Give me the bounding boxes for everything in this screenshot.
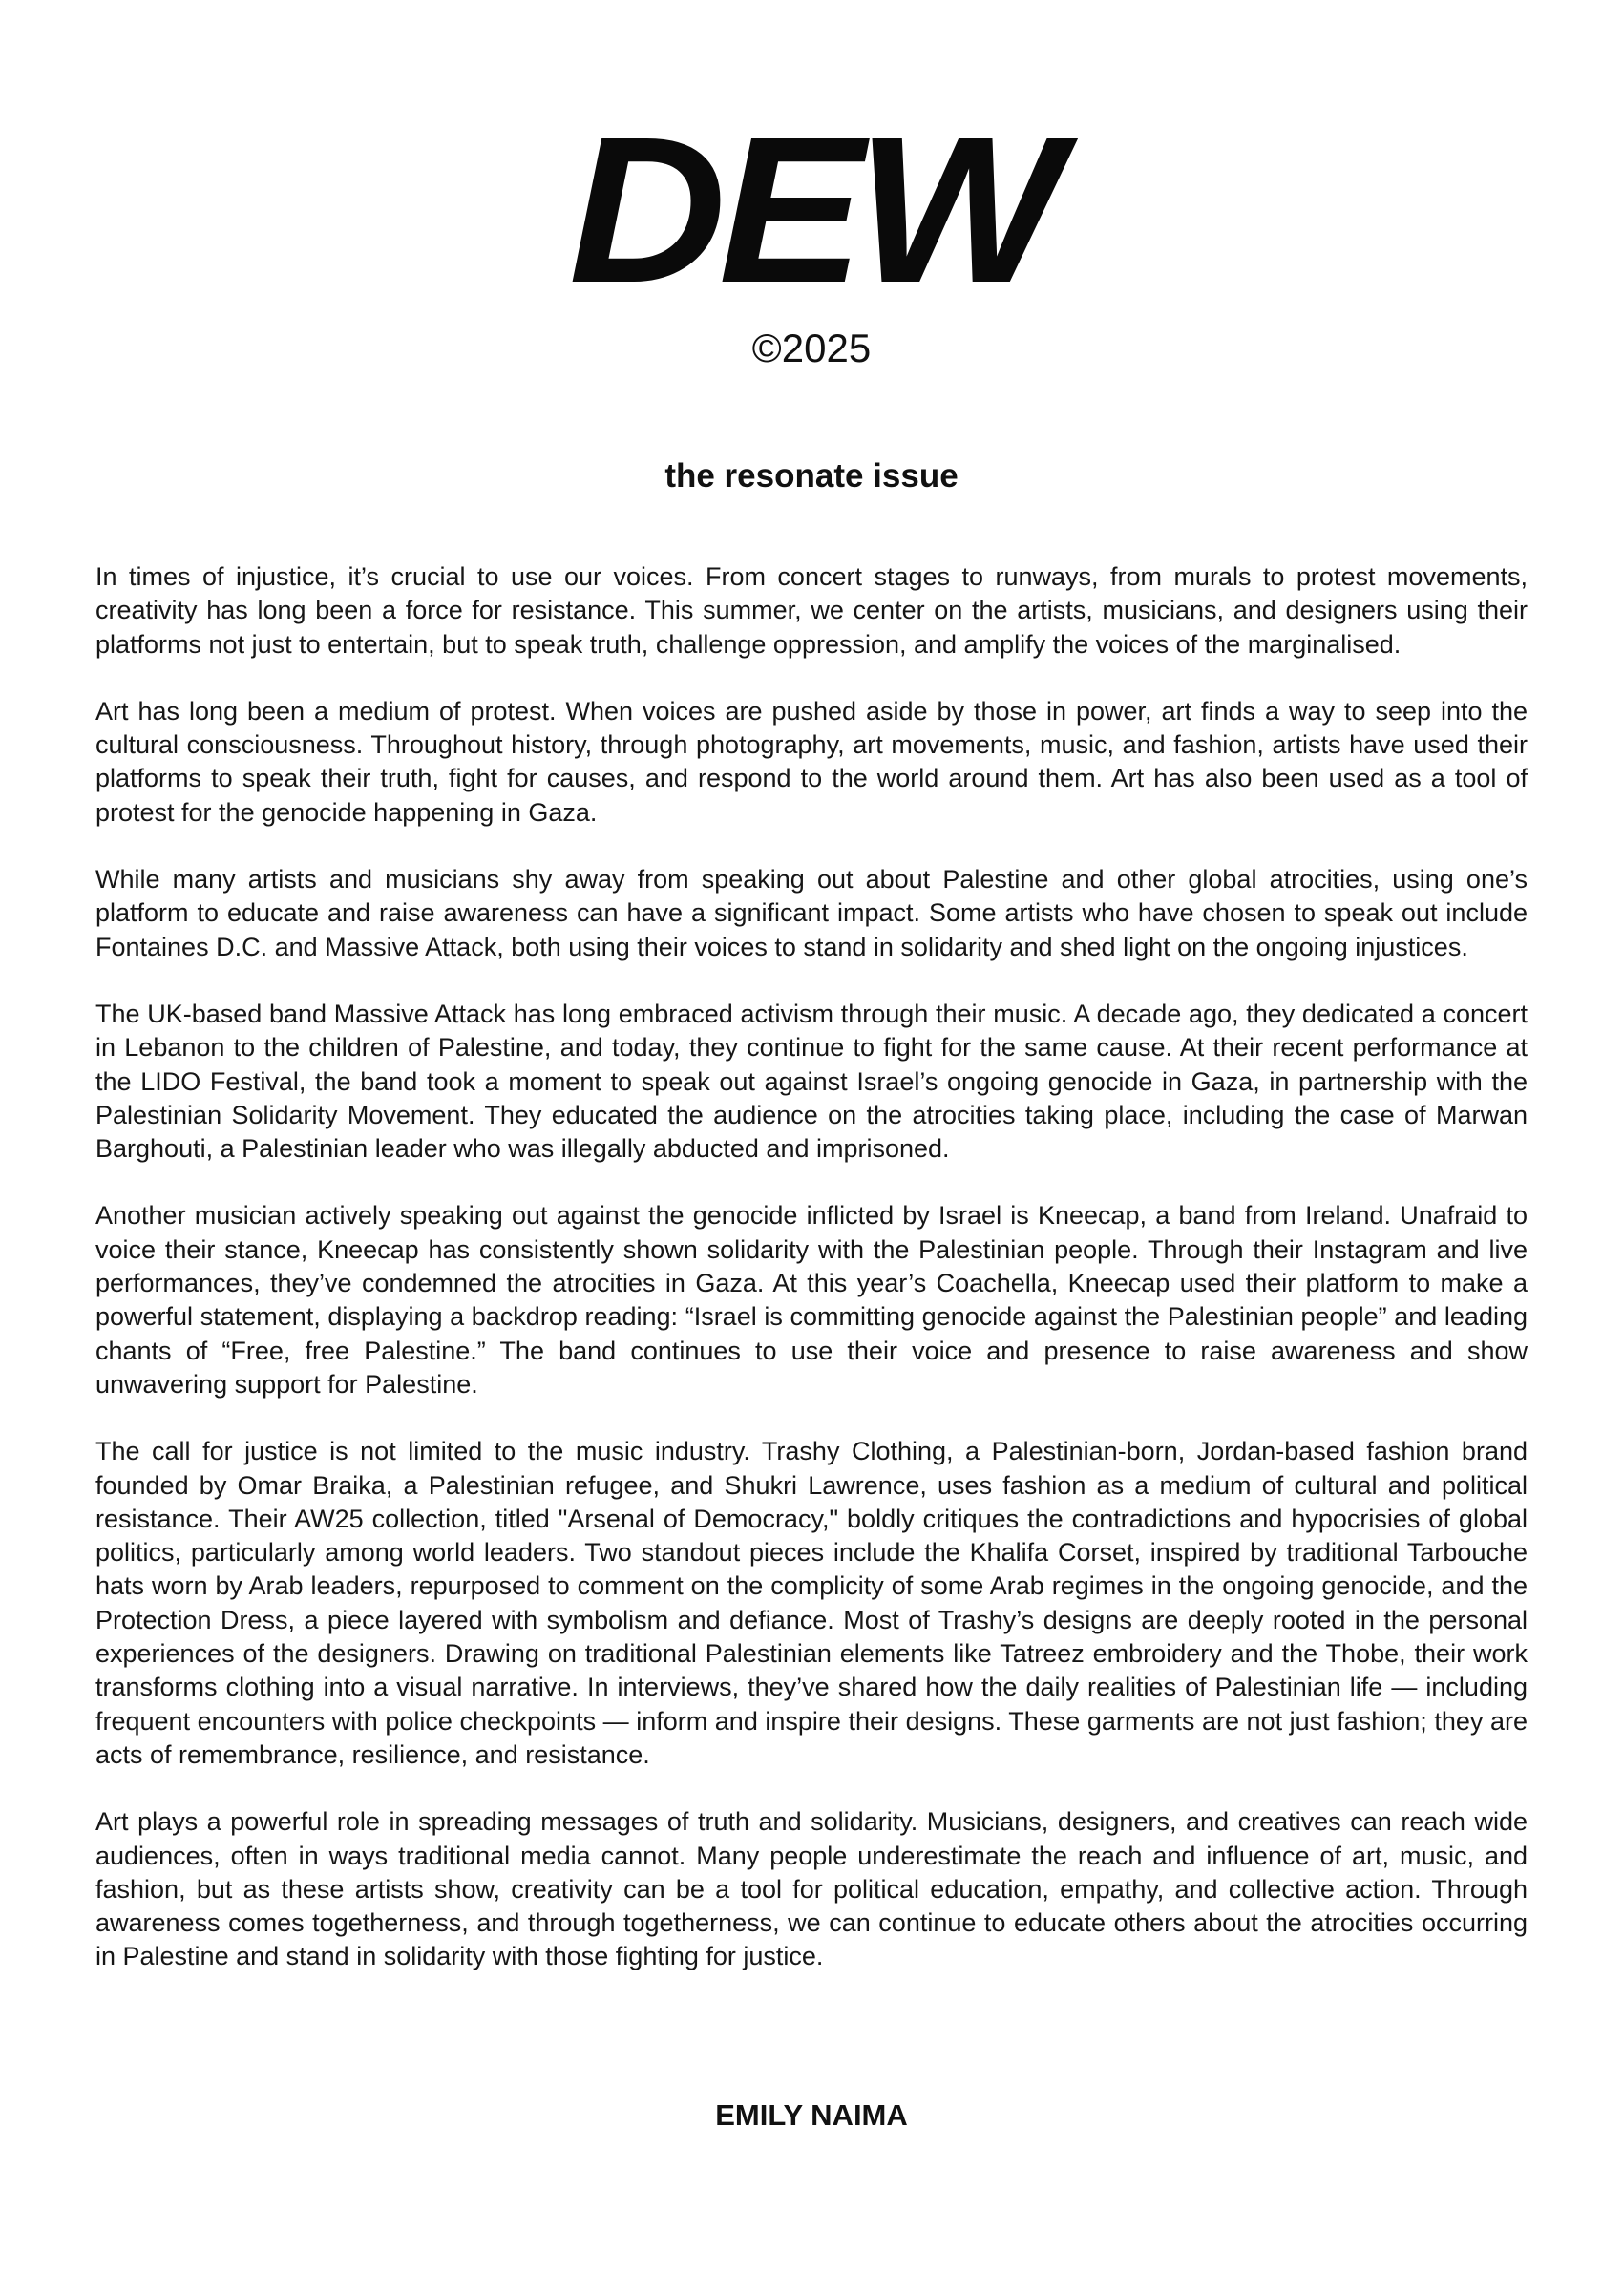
paragraph-1: In times of injustice, it’s crucial to use our voices. From concert stages to runways, from murals to protest movements, creativity has long been a force for resistance. This summer, we center on the artists, musicians, and designers using their platforms not just to entertain, but to speak truth, challenge oppression, and amplify the voices of the marginalised. — [95, 562, 1528, 659]
issue-title: the resonate issue — [664, 457, 959, 495]
paragraph-7: Art plays a powerful role in spreading messages of truth and solidarity. Musicians, designers, and creatives can reach wide audiences, often in ways traditional media cannot. Many people underestimate the reach and influence of art, music, and fashion, but as these artists show, creativity can be a tool for political education, empathy, and collective action. Through awareness comes togetherness, and through togetherness, we can continue to educate others about the atrocities occurring in Palestine and stand in solidarity with those fighting for justice. — [95, 1807, 1528, 1971]
copyright-notice: ©2025 — [751, 326, 872, 370]
paragraph-5: Another musician actively speaking out against the genocide inflicted by Israel is Kneecap, a band from Ireland. Unafraid to voice their stance, Kneecap has consistently shown solidarity with the Palestinian people. Through their Instagram and live performances, they’ve condemned the atrocities in Gaza. At this year’s Coachella, Kneecap used their platform to make a powerful statement, displaying a backdrop reading: “Israel is committing genocide against the Palestinian people” and leading chants of “Free, free Palestine.” The band continues to use their voice and presence to raise awareness and show unwavering support for Palestine. — [95, 1201, 1528, 1399]
author-byline: EMILY NAIMA — [715, 2098, 908, 2132]
dew-logo: DEW — [568, 95, 1055, 326]
paragraph-3: While many artists and musicians shy away from speaking out about Palestine and other global atrocities, using one’s platform to educate and raise awareness can have a significant impact. Some artists who have chosen to speak out include Fontaines D.C. and Massive Attack, both using their voices to stand in solidarity and shed light on the ongoing injustices. — [95, 865, 1528, 961]
paragraph-6: The call for justice is not limited to the music industry. Trashy Clothing, a Palestinian-born, Jordan-based fashion brand founded by Omar Braika, a Palestinian refugee, and Shukri Lawrence, uses fashion as a medium of cultural and political resistance. Their AW25 collection, titled "Arsenal of Democracy," boldly critiques the contradictions and hypocrisies of global politics, particularly among world leaders. Two standout pieces include the Khalifa Corset, inspired by traditional Tarbouche hats worn by Arab leaders, repurposed to comment on the complicity of some Arab regimes in the ongoing genocide, and the Protection Dress, a piece layered with symbolism and defiance. Most of Trashy’s designs are deeply rooted in the personal experiences of the designers. Drawing on traditional Palestinian elements like Tatreez embroidery and the Thobe, their work transforms clothing into a visual narrative. In interviews, they’ve shared how the daily realities of Palestinian life — including frequent encounters with police checkpoints — inform and inspire their designs. These garments are not just fashion; they are acts of remembrance, resilience, and resistance. — [95, 1437, 1528, 1769]
article-body — [95, 560, 1528, 2008]
paragraph-2: Art has long been a medium of protest. When voices are pushed aside by those in power, art finds a way to seep into the cultural consciousness. Throughout history, through photography, art movements, music, and fashion, artists have used their platforms to speak their truth, fight for causes, and respond to the world around them. Art has also been used as a tool of protest for the genocide happening in Gaza. — [95, 696, 1528, 827]
paragraph-4: The UK-based band Massive Attack has long embraced activism through their music. A decade ago, they dedicated a concert in Lebanon to the children of Palestine, and today, they continue to fight for the same cause. At their recent performance at the LIDO Festival, the band took a moment to speak out against Israel’s ongoing genocide in Gaza, in partnership with the Palestinian Solidarity Movement. They educated the audience on the atrocities taking place, including the case of Marwan Barghouti, a Palestinian leader who was illegally abducted and imprisoned. — [95, 999, 1528, 1164]
